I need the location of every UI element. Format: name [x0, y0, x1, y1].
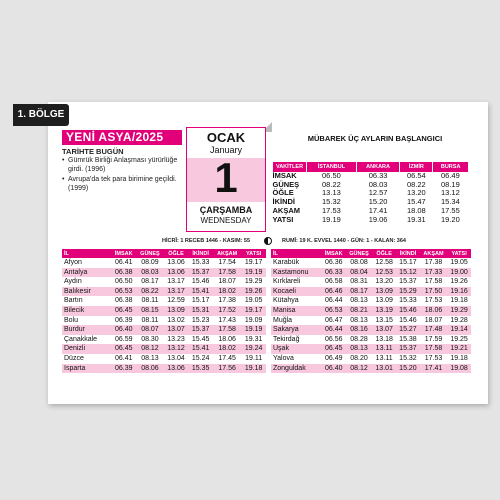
prayer-times-table: [272, 162, 468, 224]
prayer-name: İMSAK: [272, 171, 297, 180]
table-row: [271, 325, 471, 335]
time-cell: 08.17: [141, 278, 159, 286]
time-cell: 08.03: [368, 179, 388, 189]
time-cell: 06.50: [322, 171, 341, 180]
time-cell: 08.19: [441, 179, 460, 189]
time-cell: 15.38: [399, 335, 417, 343]
day-number: 1: [214, 154, 238, 201]
column-header: İL: [62, 249, 111, 258]
time-cell: 12.59: [167, 297, 185, 305]
city-name: Aydın: [64, 278, 82, 286]
time-cell: 18.06: [218, 335, 236, 343]
city-name: Muğla: [273, 316, 293, 324]
time-cell: 17.38: [218, 297, 236, 305]
table-row: [62, 258, 266, 268]
time-cell: 18.07: [424, 316, 443, 324]
city-name: Afyon: [64, 259, 82, 266]
time-cell: 06.45: [111, 344, 136, 354]
time-cell: 15.12: [396, 268, 420, 278]
time-cell: 18.02: [213, 344, 241, 354]
time-cell: 19.19: [241, 268, 266, 278]
time-cell: 19.11: [245, 354, 263, 362]
time-cell: 08.30: [141, 335, 159, 343]
time-cell: 17.55: [441, 205, 460, 215]
time-cell: 19.06: [368, 214, 388, 224]
table-row: [271, 316, 471, 326]
time-cell: 06.56: [324, 335, 343, 343]
time-cell: 08.11: [141, 297, 159, 305]
column-header: İSTANBUL: [307, 162, 357, 172]
city-times-table-right: [271, 249, 471, 373]
time-cell: 19.19: [322, 214, 341, 224]
time-cell: 19.00: [447, 268, 471, 278]
time-cell: 08.16: [346, 325, 373, 335]
time-cell: 13.19: [372, 306, 396, 316]
time-cell: 12.58: [375, 259, 393, 266]
city-name: Sakarya: [271, 325, 322, 335]
city-name: Kocaeli: [271, 287, 322, 297]
time-cell: 19.26: [241, 287, 266, 297]
time-cell: 15.41: [188, 344, 213, 354]
column-header: ANKARA: [356, 162, 400, 172]
time-cell: 19.29: [244, 278, 263, 286]
history-item: • Gümrük Birliği Anlaşması yürürlüğe girdi. (1996): [62, 156, 184, 174]
time-cell: 18.08: [406, 205, 426, 215]
column-header: AKŞAM: [420, 249, 447, 258]
time-cell: 19.14: [447, 325, 471, 335]
table-row: [62, 287, 266, 297]
city-name: Düzce: [64, 354, 84, 362]
city-name: Bolu: [64, 316, 79, 324]
time-cell: 17.58: [424, 278, 443, 286]
time-cell: 13.09: [372, 287, 396, 297]
table-row: [62, 277, 266, 287]
time-cell: 19.18: [450, 297, 468, 305]
time-cell: 19.08: [447, 364, 471, 374]
time-cell: 19.17: [241, 306, 266, 316]
history-item: • Avrupa'da tek para birimine geçildi. (1999): [62, 175, 184, 193]
time-cell: 15.20: [396, 364, 420, 374]
time-cell: 13.06: [164, 268, 189, 278]
time-cell: 19.21: [447, 344, 471, 354]
time-cell: 13.07: [372, 325, 396, 335]
time-cell: 15.27: [396, 325, 420, 335]
time-cell: 19.29: [447, 306, 471, 316]
column-header: İMSAK: [111, 249, 136, 258]
table-row: [62, 354, 266, 364]
column-header: YATSI: [447, 249, 471, 258]
moon-icon: [264, 237, 272, 245]
time-cell: 19.26: [450, 278, 468, 286]
table-row: [271, 344, 471, 354]
time-cell: 19.31: [406, 214, 426, 224]
time-cell: 13.17: [167, 278, 185, 286]
time-cell: 19.09: [244, 316, 263, 324]
time-cell: 15.17: [399, 259, 417, 266]
time-cell: 06.49: [441, 171, 460, 180]
table-row: [271, 354, 471, 364]
time-cell: 17.54: [218, 259, 236, 266]
time-cell: 13.13: [322, 188, 341, 198]
time-cell: 08.13: [350, 316, 368, 324]
time-cell: 06.40: [322, 364, 346, 374]
column-header: AKŞAM: [213, 249, 241, 258]
time-cell: 15.32: [399, 354, 417, 362]
time-cell: 13.06: [164, 364, 189, 374]
time-cell: 15.46: [191, 278, 210, 286]
time-cell: 06.46: [322, 287, 346, 297]
time-cell: 13.20: [406, 188, 426, 198]
time-cell: 13.02: [167, 316, 185, 324]
time-cell: 13.11: [375, 354, 393, 362]
city-times-table-left: [62, 249, 266, 373]
history-title: TARİHTE BUGÜN: [62, 147, 124, 156]
time-cell: 13.23: [167, 335, 185, 343]
table-row: [271, 296, 471, 306]
time-cell: 15.17: [191, 297, 210, 305]
time-cell: 13.17: [164, 287, 189, 297]
time-cell: 19.24: [241, 344, 266, 354]
time-cell: 13.12: [441, 188, 460, 198]
time-cell: 15.32: [322, 197, 341, 207]
table-row: [62, 344, 266, 354]
date-box: [186, 127, 266, 232]
time-cell: 15.24: [191, 354, 210, 362]
time-cell: 08.31: [350, 278, 368, 286]
column-header: BURSA: [433, 162, 468, 172]
time-cell: 17.53: [424, 354, 443, 362]
table-row: [271, 335, 471, 345]
time-cell: 18.06: [420, 306, 447, 316]
time-cell: 13.18: [375, 335, 393, 343]
city-name: Balıkesir: [62, 287, 111, 297]
time-cell: 18.02: [213, 287, 241, 297]
table-row: [62, 335, 266, 345]
table-row: [62, 268, 266, 278]
time-cell: 08.13: [350, 297, 368, 305]
weekday: ÇARŞAMBA: [199, 205, 253, 215]
time-cell: 19.31: [244, 335, 263, 343]
column-header: ÖĞLE: [372, 249, 396, 258]
time-cell: 17.50: [420, 287, 447, 297]
time-cell: 15.23: [191, 316, 210, 324]
time-cell: 15.20: [368, 197, 388, 207]
city-name: Kütahya: [273, 297, 299, 305]
prayer-name: AKŞAM: [272, 205, 300, 215]
city-name: Bartın: [64, 297, 83, 305]
time-cell: 06.33: [322, 268, 346, 278]
time-cell: 15.47: [406, 197, 426, 207]
time-cell: 17.38: [424, 259, 443, 266]
time-cell: 13.04: [167, 354, 185, 362]
hijri-info: HİCRÎ: 1 RECEB 1446 - KASIM: 55: [162, 238, 251, 244]
table-row: [62, 306, 266, 316]
time-cell: 06.41: [114, 354, 133, 362]
city-name: Bilecik: [62, 306, 111, 316]
time-cell: 19.18: [241, 364, 266, 374]
time-cell: 06.47: [324, 316, 343, 324]
time-cell: 19.20: [441, 214, 460, 224]
time-cell: 15.46: [396, 306, 420, 316]
time-cell: 17.43: [218, 316, 236, 324]
time-cell: 17.56: [213, 364, 241, 374]
time-cell: 08.22: [406, 179, 426, 189]
city-name: Burdur: [62, 325, 111, 335]
time-cell: 08.08: [350, 259, 368, 266]
city-name: Kırklareli: [273, 278, 301, 286]
time-cell: 08.21: [346, 306, 373, 316]
city-name: Isparta: [62, 364, 111, 374]
table-row: [271, 277, 471, 287]
time-cell: 13.11: [372, 344, 396, 354]
time-cell: 15.33: [191, 259, 210, 266]
table-row: [62, 364, 266, 374]
info-bar: [62, 236, 472, 246]
time-cell: 06.53: [322, 306, 346, 316]
time-cell: 15.37: [188, 268, 213, 278]
time-cell: 18.07: [218, 278, 236, 286]
time-cell: 13.12: [164, 344, 189, 354]
time-cell: 17.48: [420, 325, 447, 335]
time-cell: 08.17: [346, 287, 373, 297]
rumi-info: RUMÎ: 19 K. EVVEL 1440 - GÜN: 1 - KALAN: 364: [282, 238, 406, 244]
time-cell: 19.19: [241, 325, 266, 335]
time-cell: 17.41: [368, 205, 388, 215]
time-cell: 19.05: [450, 259, 468, 266]
table-row: [271, 258, 471, 268]
time-cell: 08.22: [136, 287, 163, 297]
time-cell: 06.33: [368, 171, 388, 180]
month-name-en: January: [209, 145, 243, 155]
time-cell: 08.13: [141, 354, 159, 362]
time-cell: 13.07: [164, 325, 189, 335]
column-header: VAKİTLER: [273, 162, 307, 172]
time-cell: 17.45: [218, 354, 236, 362]
time-cell: 06.41: [114, 259, 133, 266]
time-cell: 08.28: [350, 335, 368, 343]
time-cell: 06.54: [406, 171, 426, 180]
time-cell: 12.53: [372, 268, 396, 278]
table-row: [62, 325, 266, 335]
time-cell: 15.45: [191, 335, 210, 343]
city-name: Antalya: [62, 268, 111, 278]
weekday-en: WEDNESDAY: [200, 216, 252, 225]
time-cell: 13.20: [375, 278, 393, 286]
time-cell: 15.34: [441, 197, 460, 207]
table-row: [62, 296, 266, 306]
time-cell: 17.52: [213, 306, 241, 316]
time-cell: 08.04: [346, 268, 373, 278]
time-cell: 17.58: [213, 325, 241, 335]
time-cell: 06.38: [114, 297, 133, 305]
time-cell: 15.29: [396, 287, 420, 297]
prayer-name: YATSI: [272, 214, 294, 224]
time-cell: 17.53: [322, 205, 341, 215]
time-cell: 08.22: [322, 179, 341, 189]
city-name: Karabük: [273, 259, 300, 266]
time-cell: 06.44: [324, 297, 343, 305]
time-cell: 19.25: [450, 335, 468, 343]
city-name: Denizli: [62, 344, 111, 354]
time-cell: 19.05: [244, 297, 263, 305]
time-cell: 08.09: [141, 259, 159, 266]
time-cell: 06.40: [111, 325, 136, 335]
time-cell: 19.28: [450, 316, 468, 324]
prayer-name: GÜNEŞ: [272, 179, 300, 189]
time-cell: 13.06: [167, 259, 185, 266]
time-cell: 06.45: [322, 344, 346, 354]
prayer-name: ÖĞLE: [272, 188, 294, 198]
city-name: Çanakkale: [64, 335, 98, 343]
time-cell: 06.39: [114, 316, 133, 324]
time-cell: 06.39: [111, 364, 136, 374]
time-cell: 15.37: [399, 278, 417, 286]
time-cell: 17.33: [420, 268, 447, 278]
time-cell: 08.15: [136, 306, 163, 316]
time-cell: 13.01: [372, 364, 396, 374]
city-name: Zonguldak: [271, 364, 322, 374]
table-row: [271, 364, 471, 374]
time-cell: 17.41: [420, 364, 447, 374]
time-cell: 06.53: [111, 287, 136, 297]
month-name: OCAK: [206, 130, 246, 145]
time-cell: 15.33: [399, 297, 417, 305]
time-cell: 08.11: [141, 316, 159, 324]
time-cell: 06.58: [324, 278, 343, 286]
time-cell: 17.58: [213, 268, 241, 278]
time-cell: 08.12: [346, 364, 373, 374]
time-cell: 15.37: [188, 325, 213, 335]
time-cell: 08.07: [136, 325, 163, 335]
table-row: [271, 287, 471, 297]
column-header: GÜNEŞ: [346, 249, 373, 258]
time-cell: 12.57: [368, 188, 388, 198]
time-cell: 08.20: [350, 354, 368, 362]
brand-title: YENİ ASYA/2025: [62, 130, 182, 145]
time-cell: 15.41: [188, 287, 213, 297]
time-cell: 06.50: [114, 278, 133, 286]
time-cell: 06.38: [111, 268, 136, 278]
time-cell: 17.59: [424, 335, 443, 343]
column-header: İKİNDİ: [396, 249, 420, 258]
time-cell: 13.09: [164, 306, 189, 316]
prayer-name: İKİNDİ: [272, 197, 295, 207]
column-header: İMSAK: [322, 249, 346, 258]
city-name: Manisa: [271, 306, 322, 316]
column-header: ÖĞLE: [164, 249, 189, 258]
time-cell: 06.44: [322, 325, 346, 335]
table-row: [271, 268, 471, 278]
time-cell: 13.15: [375, 316, 393, 324]
table-row: [271, 306, 471, 316]
time-cell: 15.35: [188, 364, 213, 374]
months-heading: MÜBAREK ÜÇ AYLARIN BAŞLANGICI: [307, 134, 443, 143]
region-tag: 1. BÖLGE: [13, 104, 69, 126]
time-cell: 15.46: [399, 316, 417, 324]
city-name: Uşak: [271, 344, 322, 354]
city-name: Yalova: [273, 354, 294, 362]
time-cell: 13.09: [375, 297, 393, 305]
time-cell: 08.13: [346, 344, 373, 354]
time-cell: 19.18: [450, 354, 468, 362]
table-row: [62, 316, 266, 326]
time-cell: 19.17: [244, 259, 263, 266]
time-cell: 06.49: [324, 354, 343, 362]
time-cell: 08.12: [136, 344, 163, 354]
city-name: Kastamonu: [271, 268, 322, 278]
time-cell: 06.36: [324, 259, 343, 266]
column-header: İL: [271, 249, 322, 258]
time-cell: 17.58: [420, 344, 447, 354]
time-cell: 17.53: [424, 297, 443, 305]
column-header: İZMİR: [400, 162, 433, 172]
column-header: YATSI: [241, 249, 266, 258]
time-cell: 06.45: [111, 306, 136, 316]
column-header: GÜNEŞ: [136, 249, 163, 258]
history-list: [62, 156, 184, 194]
time-cell: 08.03: [136, 268, 163, 278]
time-cell: 06.59: [114, 335, 133, 343]
table-row: [273, 216, 469, 225]
time-cell: 15.37: [396, 344, 420, 354]
city-name: Tekirdağ: [273, 335, 300, 343]
column-header: İKİNDİ: [188, 249, 213, 258]
time-cell: 08.06: [136, 364, 163, 374]
time-cell: 19.16: [447, 287, 471, 297]
time-cell: 15.31: [188, 306, 213, 316]
